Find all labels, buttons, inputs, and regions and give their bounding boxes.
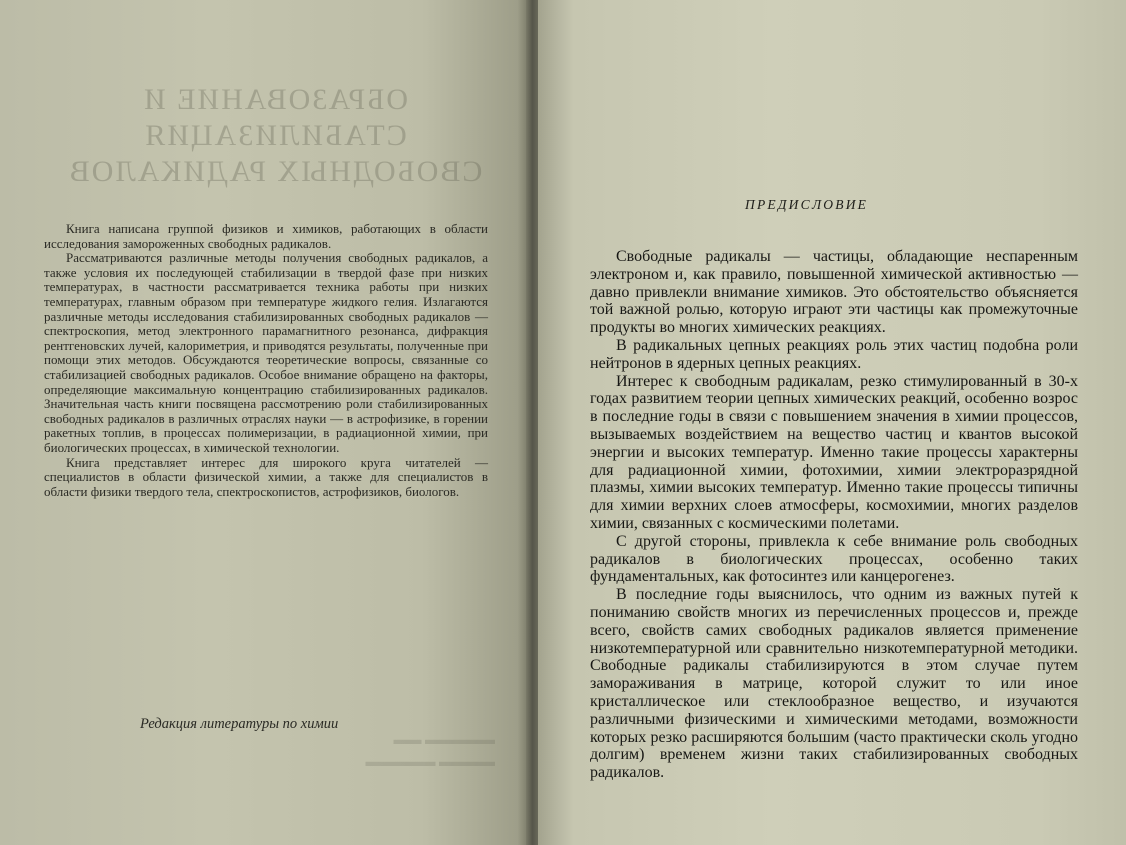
preface-body bbox=[590, 248, 1078, 782]
preface-paragraph: В последние годы выяснилось, что одним из важных путей к пониманию свойств многих из перечисленных процессов и, прежде всего, свойств самих свободных радикалов является применение низкотемпературной или сравнительно низкотемпературной методики. Свободные радикалы стабилизируются в этом случае путем замораживания в матрице, которой служит то или иное кристаллическое или стеклообразное вещество, и изучаются различными физическими и химическими методами, возможности которых резко расширяются большим (часто практически сколь угодно долгим) временем жизни таких стабилизированных свободных радикалов. bbox=[590, 586, 1078, 782]
book-annotation bbox=[44, 222, 488, 499]
preface-title: ПРЕДИСЛОВИЕ bbox=[745, 197, 869, 212]
mirrored-title-line-1: ОБРАЗОВАНИЕ И СТАБИЛИЗАЦИЯ bbox=[142, 83, 408, 152]
left-page bbox=[0, 0, 528, 845]
annotation-paragraph: Рассматриваются различные методы получения свободных радикалов, а также условия их последующей стабилизации в твердой фазе при низких температурах, в частности рассматривается техника работы при низких температурах, главным образом при температуре жидкого гелия. Излагаются различные методы исследования стабилизированных свободных радикалов — спектроскопия, метод электронного парамагнитного резонанса, дифракция рентгеновских лучей, калориметрия, и приводятся результаты, полученные при помощи этих методов. Обсуждаются теоретические вопросы, связанные со стабилизацией свободных радикалов. Особое внимание обращено на факторы, определяющие максимальную концентрацию стабилизированных радикалов. Значительная часть книги посвящена рассмотрению роли стабилизированных свободных радикалов в различных отраслях науки — в астрофизике, в горении ракетных топлив, в процессах полимеризации, в радиационной химии, при биологических процессах, в химической технологии. bbox=[44, 250, 488, 455]
preface-paragraph: В радикальных цепных реакциях роль этих частиц подобна роли нейтронов в ядерных цепных реакциях. bbox=[590, 336, 1078, 372]
annotation-paragraph: Книга представляет интерес для широкого круга читателей — специалистов в области физической химии, а также для специалистов в области физики твердого тела, спектроскопистов, астрофизиков, биологов. bbox=[44, 454, 488, 499]
annotation-paragraph: Книга написана группой физиков и химиков, работающих в области исследования замороженных свободных радикалов. bbox=[44, 221, 488, 251]
mirrored-bleed-through-title bbox=[40, 82, 510, 190]
editorial-credit: Редакция литературы по химии bbox=[140, 716, 339, 732]
bleed-through-marks: ▬▬▬▬▬ ▬▬ ▬▬▬▬ ▬▬▬▬▬ bbox=[365, 733, 495, 770]
preface-paragraph: Интерес к свободным радикалам, резко стимулированный в 30-х годах развитием теории цепных химических реакций, особенно возрос в последние годы в связи с повышением значения в химии процессов, вызываемых воздействием на вещество частиц и квантов высокой энергии и высоких температур. Именно такие процессы характерны для радиационной химии, фотохимии, химии электроразрядной плазмы, химии высоких температур. Именно такие процессы типичны для химии верхних слоев атмосферы, космохимии, многих разделов химии, связанных с космическими полетами. bbox=[590, 372, 1078, 532]
mirrored-title-line-2: СВОБОДНЫХ РАДИКАЛОВ bbox=[67, 155, 483, 188]
preface-paragraph: С другой стороны, привлекла к себе внимание роль свободных радикалов в биологических процессах, особенно таких фундаментальных, как фотосинтез или канцерогенез. bbox=[590, 532, 1078, 586]
preface-paragraph: Свободные радикалы — частицы, обладающие неспаренным электроном и, как правило, повышенной химической активностью — давно привлекли внимание химиков. Это обстоятельство объясняется той важной ролью, которую играют эти частицы как промежуточные продукты во многих химических реакциях. bbox=[590, 248, 1078, 337]
